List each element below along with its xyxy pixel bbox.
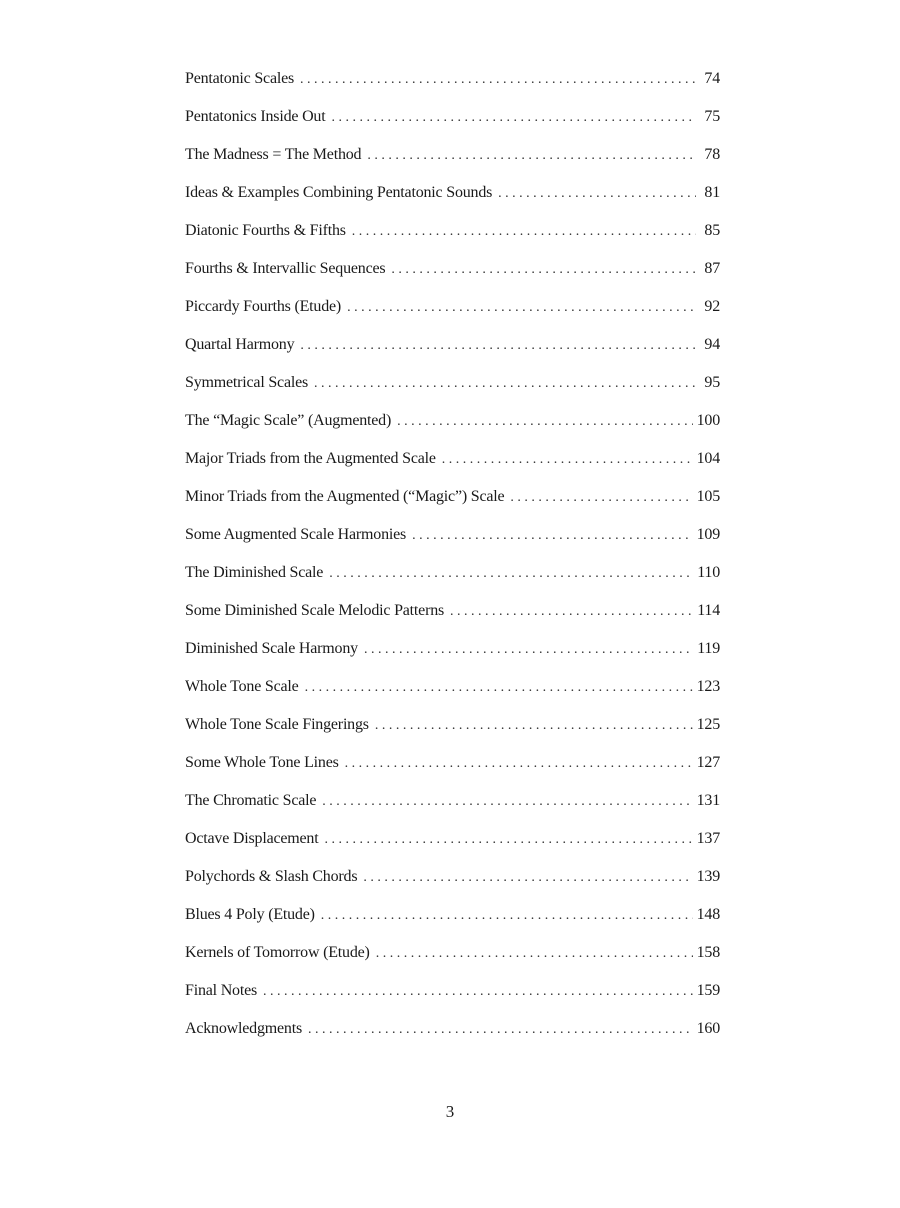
- toc-entry-page: 100: [696, 412, 720, 429]
- toc-entry: [185, 336, 720, 374]
- toc-entry-title: Some Diminished Scale Melodic Patterns: [185, 602, 445, 619]
- toc-entry-title: Octave Displacement: [185, 830, 319, 847]
- toc-entry-title: Major Triads from the Augmented Scale: [185, 450, 436, 467]
- toc-entry-title: The “Magic Scale” (Augmented): [185, 412, 392, 429]
- toc-entry-page: 92: [704, 298, 720, 315]
- toc-entry: [185, 412, 720, 450]
- toc-dot-leader: [322, 794, 692, 810]
- toc-dot-leader: [314, 376, 696, 392]
- toc-entry: [185, 298, 720, 336]
- toc-dot-leader: [397, 414, 692, 430]
- toc-entry: [185, 450, 720, 488]
- toc-entry-page: 85: [704, 222, 720, 239]
- toc-entry: [185, 792, 720, 830]
- toc-dot-leader: [364, 642, 693, 658]
- toc-entry-title: Ideas & Examples Combining Pentatonic Sounds: [185, 184, 493, 201]
- toc-dot-leader: [352, 224, 696, 240]
- toc-entry-page: 95: [704, 374, 720, 391]
- toc-entry-title: Whole Tone Scale Fingerings: [185, 716, 369, 733]
- toc-entry: [185, 488, 720, 526]
- toc-dot-leader: [376, 946, 693, 962]
- toc-entry: [185, 260, 720, 298]
- toc-entry-page: 114: [697, 602, 720, 619]
- toc-entry: [185, 906, 720, 944]
- toc-dot-leader: [300, 72, 696, 88]
- toc-dot-leader: [363, 870, 692, 886]
- toc-entry-page: 131: [696, 792, 720, 809]
- toc-entry-title: Quartal Harmony: [185, 336, 295, 353]
- toc-entry-page: 87: [704, 260, 720, 277]
- toc-entry-title: Some Whole Tone Lines: [185, 754, 339, 771]
- toc-dot-leader: [324, 832, 692, 848]
- toc-entry-page: 78: [704, 146, 720, 163]
- toc-dot-leader: [305, 680, 693, 696]
- toc-entry-title: Polychords & Slash Chords: [185, 868, 358, 885]
- toc-entry-title: Kernels of Tomorrow (Etude): [185, 944, 370, 961]
- toc-entry-title: Whole Tone Scale: [185, 678, 299, 695]
- toc-dot-leader: [329, 566, 693, 582]
- toc-entry-title: Final Notes: [185, 982, 258, 999]
- toc-entry-title: Symmetrical Scales: [185, 374, 309, 391]
- toc-dot-leader: [331, 110, 696, 126]
- toc-entry: [185, 640, 720, 678]
- toc-entry-title: The Madness = The Method: [185, 146, 362, 163]
- toc-entry: [185, 374, 720, 412]
- toc-entry-page: 110: [697, 564, 720, 581]
- toc-entry-page: 105: [696, 488, 720, 505]
- toc-entry-title: The Chromatic Scale: [185, 792, 317, 809]
- toc-entry-page: 127: [696, 754, 720, 771]
- table-of-contents: [185, 70, 720, 1058]
- toc-entry-title: Diminished Scale Harmony: [185, 640, 358, 657]
- toc-dot-leader: [498, 186, 696, 202]
- toc-entry-title: Some Augmented Scale Harmonies: [185, 526, 407, 543]
- toc-entry-page: 109: [696, 526, 720, 543]
- toc-dot-leader: [308, 1022, 693, 1038]
- toc-entry-page: 125: [696, 716, 720, 733]
- toc-entry-page: 75: [704, 108, 720, 125]
- toc-entry-page: 74: [704, 70, 720, 87]
- toc-entry: [185, 830, 720, 868]
- toc-entry: [185, 754, 720, 792]
- toc-dot-leader: [375, 718, 693, 734]
- toc-dot-leader: [510, 490, 692, 506]
- toc-entry: [185, 944, 720, 982]
- toc-entry: [185, 602, 720, 640]
- toc-dot-leader: [321, 908, 693, 924]
- toc-entry-title: Diatonic Fourths & Fifths: [185, 222, 346, 239]
- toc-entry-page: 159: [696, 982, 720, 999]
- toc-dot-leader: [367, 148, 696, 164]
- toc-entry: [185, 70, 720, 108]
- toc-entry: [185, 526, 720, 564]
- toc-entry: [185, 146, 720, 184]
- toc-dot-leader: [345, 756, 693, 772]
- toc-entry-page: 123: [696, 678, 720, 695]
- toc-entry: [185, 564, 720, 602]
- page-number: 3: [445, 1102, 455, 1121]
- toc-dot-leader: [450, 604, 693, 620]
- toc-entry-page: 160: [696, 1020, 720, 1037]
- toc-entry-page: 158: [696, 944, 720, 961]
- toc-entry-title: Pentatonics Inside Out: [185, 108, 326, 125]
- toc-dot-leader: [347, 300, 696, 316]
- toc-entry-title: Pentatonic Scales: [185, 70, 295, 87]
- toc-entry: [185, 982, 720, 1020]
- toc-dot-leader: [300, 338, 696, 354]
- toc-dot-leader: [391, 262, 696, 278]
- toc-entry: [185, 108, 720, 146]
- toc-entry: [185, 184, 720, 222]
- toc-entry: [185, 1020, 720, 1058]
- toc-entry-page: 137: [696, 830, 720, 847]
- toc-entry-page: 81: [704, 184, 720, 201]
- toc-entry-page: 139: [696, 868, 720, 885]
- toc-dot-leader: [412, 528, 693, 544]
- toc-entry: [185, 868, 720, 906]
- toc-entry-title: Minor Triads from the Augmented (“Magic”) Scale: [185, 488, 505, 505]
- toc-entry: [185, 222, 720, 260]
- toc-entry-title: Piccardy Fourths (Etude): [185, 298, 342, 315]
- toc-entry-page: 119: [697, 640, 720, 657]
- toc-entry-page: 94: [704, 336, 720, 353]
- toc-entry-page: 148: [696, 906, 720, 923]
- toc-entry-title: The Diminished Scale: [185, 564, 324, 581]
- toc-entry-title: Blues 4 Poly (Etude): [185, 906, 315, 923]
- toc-entry-title: Fourths & Intervallic Sequences: [185, 260, 386, 277]
- toc-dot-leader: [442, 452, 693, 468]
- toc-entry: [185, 716, 720, 754]
- toc-entry-title: Acknowledgments: [185, 1020, 302, 1037]
- toc-entry: [185, 678, 720, 716]
- toc-entry-page: 104: [696, 450, 720, 467]
- toc-dot-leader: [263, 984, 693, 1000]
